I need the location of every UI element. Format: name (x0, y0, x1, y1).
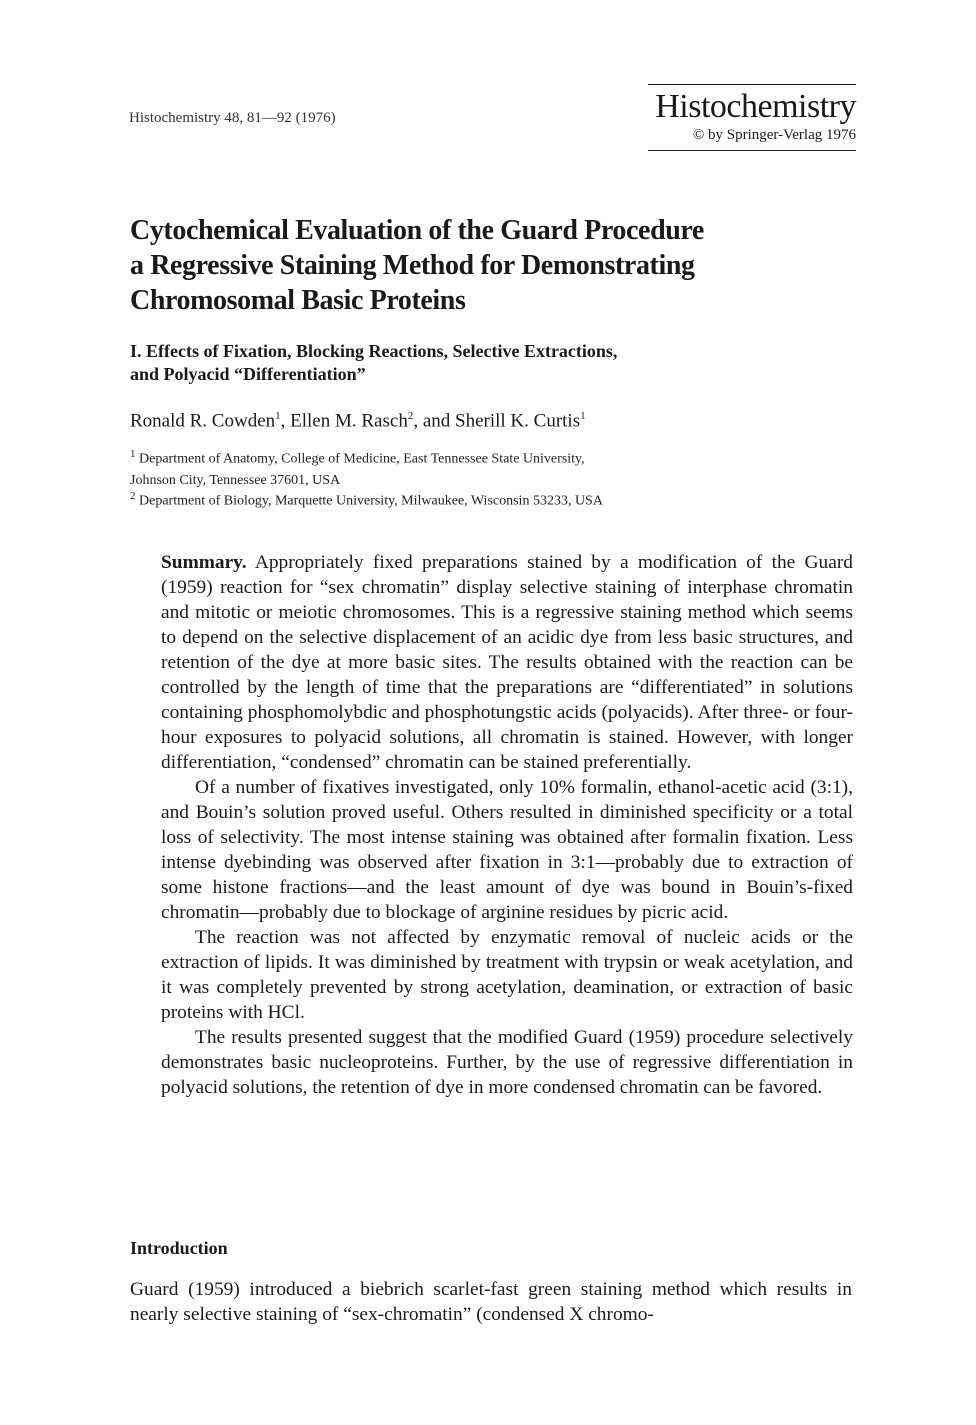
affiliation-line: Department of Anatomy, College of Medicine, East Tennessee State University, (139, 451, 585, 467)
author-affiliation-mark: 1 (580, 410, 586, 422)
author-affiliation-mark: 1 (275, 410, 281, 422)
author-name: Sherill K. Curtis (455, 410, 581, 432)
article-title (130, 213, 830, 318)
affiliation-line: Johnson City, Tennessee 37601, USA (130, 472, 341, 488)
summary-paragraph: The reaction was not affected by enzymatic removal of nucleic acids or the extraction of lipids. It was diminished by treatment with trypsin or weak acetylation, and it was completely prevented by strong acetylation, deamination, or extraction of basic proteins with HCl. (161, 927, 853, 1023)
article-subtitle (130, 340, 830, 386)
author-separator: , and (413, 410, 456, 432)
affiliation (130, 444, 585, 491)
author-list (130, 410, 586, 432)
journal-citation: Histochemistry 48, 81—92 (1976) (129, 110, 336, 126)
summary-paragraph: Of a number of fixatives investigated, only 10% formalin, ethanol-acetic acid (3:1), and Bouin’s solution proved useful. Others resulted in diminished specificity or a total loss of selectivity. The most intense staining was obtained after formalin fixation. Less intense dyebinding was observed after fixation in 3:1—probably due to extraction of some histone fractions—and the least amount of dye was bound in Bouin’s-fixed chromatin—probably due to blockage of arginine residues by picric acid. (161, 777, 853, 923)
journal-masthead (648, 84, 856, 151)
section-heading: Introduction (130, 1238, 228, 1258)
summary-paragraph: Appropriately fixed preparations stained by a modification of the Guard (1959) reaction for “sex chromatin” display selective staining of interphase chromatin and mitotic or meiotic chromosomes. This is a regressive staining method which seems to depend on the selective displacement of an acidic dye from less basic structures, and retention of the dye at more basic sites. The results obtained with the reaction can be controlled by the length of time that the preparations are “differentiated” in solutions containing phosphomolybdic and phosphotungstic acids (polyacids). After three- or four-hour exposures to polyacid solutions, all chromatin is stained. However, with longer differentiation, “condensed” chromatin can be stained preferentially. (161, 552, 853, 773)
summary-section (161, 550, 853, 1100)
author-affiliation-mark: 2 (407, 410, 414, 422)
affiliation-number: 2 (130, 490, 136, 502)
summary-paragraph: The results presented suggest that the modified Guard (1959) procedure selectively demonstrates basic nucleoproteins. Further, by the use of regressive differentiation in polyacid solutions, the retention of dye in more condensed chromatin can be favored. (161, 1027, 853, 1098)
affiliation-line: Department of Biology, Marquette University, Milwaukee, Wisconsin 53233, USA (139, 493, 603, 509)
journal-name: Histochemistry (655, 88, 856, 125)
copyright-line: © by Springer-Verlag 1976 (692, 127, 856, 143)
summary-label: Summary. (161, 552, 247, 573)
author-name: Ronald R. Cowden (130, 410, 276, 432)
author-separator: , (280, 410, 291, 432)
title-line: Cytochemical Evaluation of the Guard Procedure (130, 215, 704, 246)
body-paragraph: Guard (1959) introduced a biebrich scarlet-fast green staining method which results in nearly selective staining of “sex-chromatin” (condensed X chromo- (130, 1279, 852, 1325)
title-line: Chromosomal Basic Proteins (130, 285, 466, 316)
masthead-bottom-rule (648, 150, 856, 151)
subtitle-line: and Polyacid “Differentiation” (130, 364, 366, 384)
masthead-top-rule (648, 84, 856, 85)
affiliation-number: 1 (130, 448, 136, 460)
affiliation (130, 486, 603, 512)
author-name: Ellen M. Rasch (290, 410, 408, 432)
title-line: a Regressive Staining Method for Demonstrating (130, 250, 695, 281)
subtitle-line: I. Effects of Fixation, Blocking Reactions, Selective Extractions, (130, 341, 618, 361)
